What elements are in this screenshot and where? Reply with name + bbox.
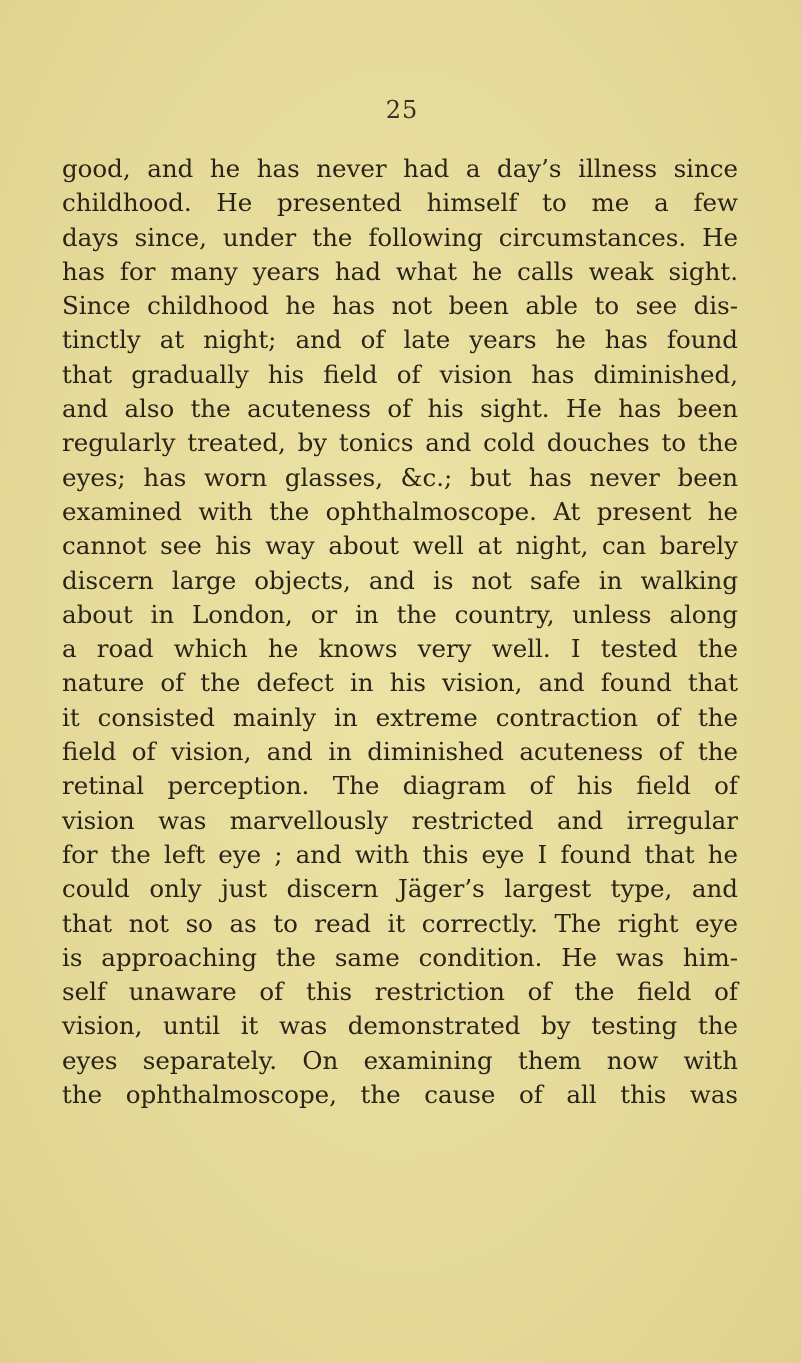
text-line: eyes; has worn glasses, &c.; but has never been — [62, 462, 738, 492]
text-line: that gradually his field of vision has diminished, — [62, 359, 738, 389]
text-line: has for many years had what he calls weak sight. — [62, 256, 738, 286]
text-line: childhood. He presented himself to me a few — [62, 188, 738, 218]
text-line: tinctly at night; and of late years he has found — [62, 325, 738, 355]
text-line: for the left eye ; and with this eye I found that he — [62, 839, 738, 869]
text-line: regularly treated, by tonics and cold douches to the — [62, 428, 738, 458]
text-line: the ophthalmoscope, the cause of all this was — [62, 1080, 738, 1110]
text-line: field of vision, and in diminished acuteness of the — [62, 737, 738, 767]
text-line: retinal perception. The diagram of his field of — [62, 771, 738, 801]
text-line: about in London, or in the country, unless along — [62, 599, 738, 629]
text-line: examined with the ophthalmoscope. At present he — [62, 496, 738, 526]
text-line: nature of the defect in his vision, and found that — [62, 668, 738, 698]
text-line: self unaware of this restriction of the field of — [62, 977, 738, 1007]
text-line: that not so as to read it correctly. The right eye — [62, 908, 738, 938]
page-number: 25 — [385, 96, 419, 124]
text-line: is approaching the same condition. He was him- — [62, 942, 738, 972]
body-text — [62, 152, 738, 1112]
text-line: Since childhood he has not been able to see dis- — [62, 291, 738, 321]
text-line: good, and he has never had a day’s illness since — [62, 154, 738, 183]
text-line: discern large objects, and is not safe in walking — [62, 565, 738, 595]
text-line: it consisted mainly in extreme contraction of the — [62, 702, 738, 732]
text-line: days since, under the following circumstances. He — [62, 222, 738, 252]
text-line: vision was marvellously restricted and irregular — [62, 805, 738, 835]
text-line: and also the acuteness of his sight. He has been — [62, 394, 738, 424]
text-line: cannot see his way about well at night, can barely — [62, 531, 738, 561]
text-line: could only just discern Jäger’s largest type, and — [62, 874, 738, 904]
text-line: a road which he knows very well. I tested the — [62, 634, 738, 664]
text-line: eyes separately. On examining them now with — [62, 1045, 738, 1075]
text-line: vision, until it was demonstrated by testing the — [62, 1011, 738, 1041]
